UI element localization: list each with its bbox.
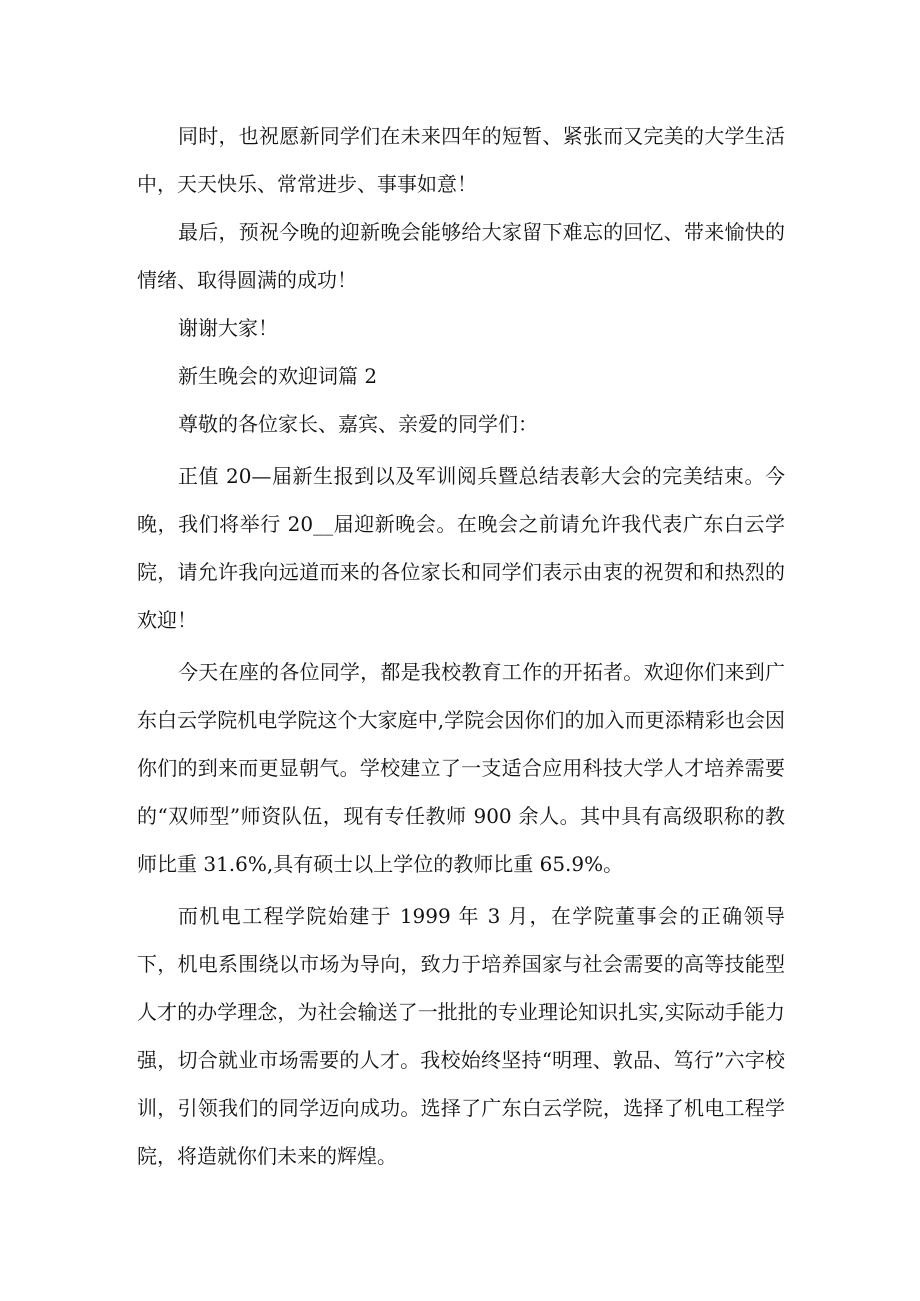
paragraph-opening: 正值 20—届新生报到以及军训阅兵暨总结表彰大会的完美结束。今晚，我们将举行 20__届迎新晚会。在晚会之前请允许我代表广东白云学院，请允许我向远道而来的各位家长和同学们表示由衷的祝贺和和热烈的欢迎！ (137, 464, 785, 632)
paragraph-introduction: 今天在座的各位同学，都是我校教育工作的开拓者。欢迎你们来到广东白云学院机电学院这个大家庭中,学院会因你们的加入而更添精彩也会因你们的到来而更显朝气。学校建立了一支适合应用科技大学人才培养需要的“双师型”师资队伍，现有专任教师 900 余人。其中具有高级职称的教师比重 31.6%,具有硕士以上学位的教师比重 65.9%。 (137, 660, 785, 876)
paragraph-closing: 最后，预祝今晚的迎新晚会能够给大家留下难忘的回忆、带来愉快的情绪、取得圆满的成功！ (137, 220, 785, 292)
paragraph-thanks: 谢谢大家！ (178, 316, 278, 340)
section-heading: 新生晚会的欢迎词篇 2 (178, 364, 378, 388)
salutation: 尊敬的各位家长、嘉宾、亲爱的同学们： (178, 412, 538, 436)
paragraph-wishes: 同时，也祝愿新同学们在未来四年的短暂、紧张而又完美的大学生活中，天天快乐、常常进步、事事如意！ (137, 124, 785, 196)
document-body (137, 112, 785, 1180)
paragraph-college-history: 而机电工程学院始建于 1999 年 3 月，在学院董事会的正确领导下，机电系围绕以市场为导向，致力于培养国家与社会需要的高等技能型人才的办学理念，为社会输送了一批批的专业理论知识扎实,实际动手能力强，切合就业市场需要的人才。我校始终坚持“明理、敦品、笃行”六字校训，引领我们的同学迈向成功。选择了广东白云学院，选择了机电工程学院，将造就你们未来的辉煌。 (137, 904, 785, 1168)
